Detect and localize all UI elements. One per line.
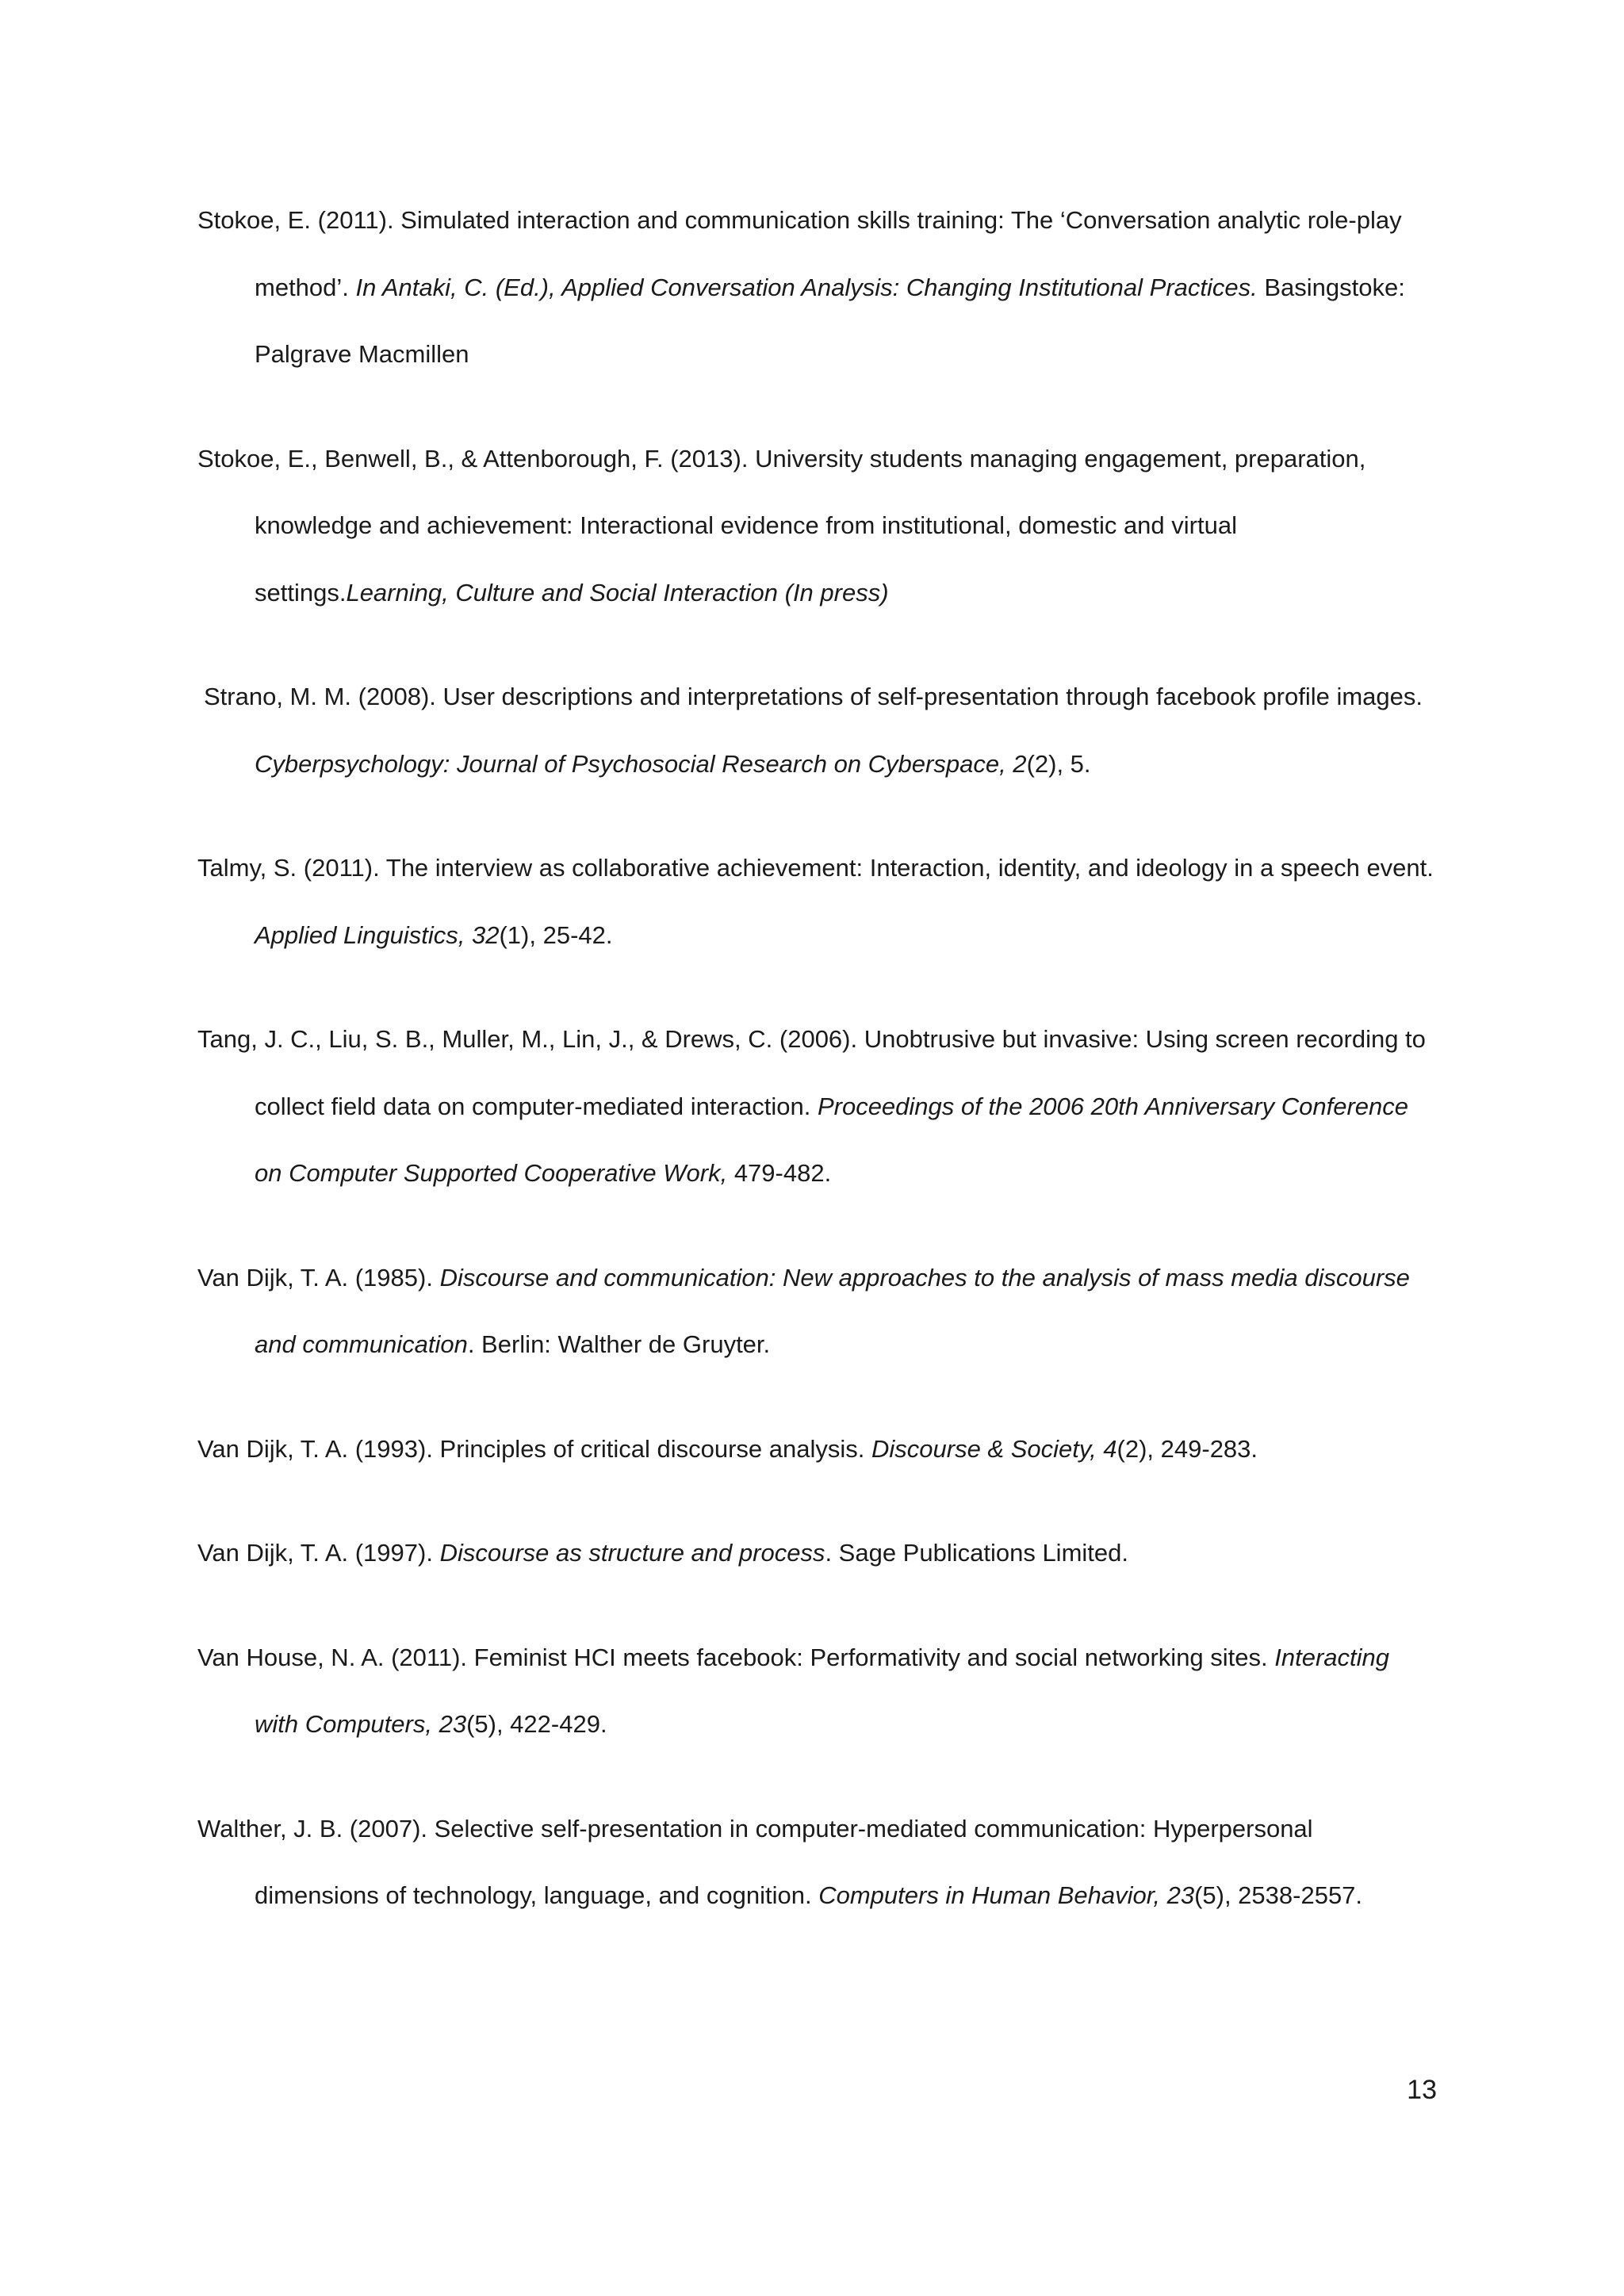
reference-entry bbox=[197, 1245, 1434, 1379]
reference-entry bbox=[197, 835, 1434, 969]
reference-title-italic: Discourse as structure and process bbox=[439, 1539, 825, 1567]
reference-title-italic: Discourse and communication: New approaches to the analysis of mass media discourse and communication bbox=[255, 1263, 1410, 1358]
reference-text: . Sage Publications Limited. bbox=[825, 1539, 1128, 1567]
reference-text: Strano, M. M. (2008). User descriptions and interpretations of self-presentation through facebook profile images. bbox=[204, 683, 1423, 710]
reference-text: (2), 249-283. bbox=[1116, 1434, 1258, 1463]
reference-text: Walther, J. B. (2007). Selective self-presentation in computer-mediated communication: Hyperpersonal dimensions of technology, language, and cognition. bbox=[197, 1814, 1313, 1909]
reference-text: 479-482. bbox=[727, 1159, 832, 1187]
reference-text: Stokoe, E. (2011). Simulated interaction and communication skills training: The ‘Conversation analytic role-play method’. bbox=[197, 206, 1402, 301]
reference-title-italic: Interacting with Computers, 23 bbox=[255, 1643, 1390, 1738]
reference-text: Van Dijk, T. A. (1985). bbox=[197, 1263, 440, 1292]
reference-entry bbox=[197, 1520, 1434, 1587]
reference-entry bbox=[197, 426, 1434, 627]
reference-list bbox=[197, 187, 1434, 1967]
reference-text: Tang, J. C., Liu, S. B., Muller, M., Lin, J., & Drews, C. (2006). Unobtrusive but invasive: Using screen recording to collect field data on computer-mediated interaction. bbox=[197, 1025, 1426, 1120]
reference-title-italic: In Antaki, C. (Ed.), Applied Conversation Analysis: Changing Institutional Practices. bbox=[355, 273, 1258, 301]
reference-text: Basingstoke: Palgrave Macmillen bbox=[255, 273, 1405, 368]
reference-text: Stokoe, E., Benwell, B., & Attenborough, F. (2013). University students managing engagement, preparation, knowledge and achievement: Interactional evidence from institutional, domestic and virtual settings. bbox=[197, 444, 1366, 607]
reference-title-italic: Cyberpsychology: Journal of Psychosocial Research on Cyberspace, 2 bbox=[255, 749, 1027, 778]
reference-text: Van Dijk, T. A. (1997). bbox=[197, 1539, 440, 1567]
page-number: 13 bbox=[1407, 2075, 1437, 2105]
reference-text: Van Dijk, T. A. (1993). Principles of critical discourse analysis. bbox=[197, 1434, 871, 1463]
reference-text: Talmy, S. (2011). The interview as collaborative achievement: Interaction, identity, and ideology in a speech event. bbox=[197, 854, 1434, 882]
reference-entry bbox=[197, 1624, 1434, 1758]
reference-text: . Berlin: Walther de Gruyter. bbox=[467, 1330, 771, 1358]
reference-entry bbox=[197, 1006, 1434, 1207]
reference-entry bbox=[197, 664, 1434, 798]
reference-text: (2), 5. bbox=[1026, 749, 1091, 778]
reference-entry bbox=[197, 1796, 1434, 1930]
reference-title-italic: Learning, Culture and Social Interaction (In press) bbox=[346, 578, 889, 607]
reference-text: (1), 25-42. bbox=[499, 920, 613, 949]
reference-text: (5), 2538-2557. bbox=[1194, 1881, 1363, 1909]
reference-title-italic: Applied Linguistics, 32 bbox=[255, 920, 500, 949]
reference-title-italic: Discourse & Society, 4 bbox=[871, 1434, 1117, 1463]
reference-entry bbox=[197, 187, 1434, 388]
reference-text: Van House, N. A. (2011). Feminist HCI meets facebook: Performativity and social networking sites. bbox=[197, 1643, 1275, 1671]
reference-title-italic: Proceedings of the 2006 20th Anniversary Conference on Computer Supported Cooperative Work, bbox=[255, 1092, 1408, 1187]
reference-text: (5), 422-429. bbox=[466, 1710, 607, 1738]
reference-title-italic: Computers in Human Behavior, 23 bbox=[818, 1881, 1195, 1909]
reference-entry bbox=[197, 1416, 1434, 1483]
